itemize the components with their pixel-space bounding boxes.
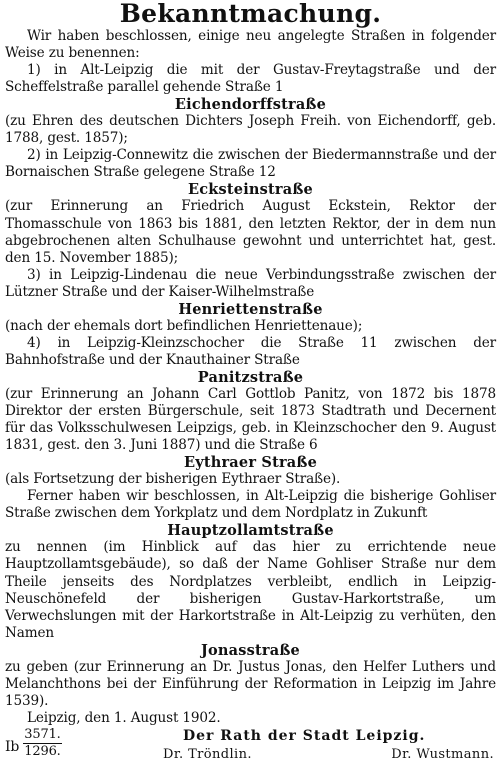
council-name: Der Rath der Stadt Leipzig.	[183, 727, 426, 744]
reference-numerator: 3571.	[24, 726, 61, 742]
signer-2: Dr. Wustmann.	[391, 746, 494, 762]
item-3-note: (nach der ehemals dort befindlichen Henriettenaue);	[5, 317, 363, 334]
announcement-title: Bekanntmachung.	[119, 0, 382, 28]
last-street-name: Jonasstraße	[201, 641, 300, 659]
signatories	[125, 727, 496, 765]
place-date-text: Leipzig, den 1. August 1902.	[27, 709, 221, 726]
item-2-street-name: Ecksteinstraße	[187, 181, 313, 199]
intro-paragraph: Wir haben beschlossen, einige neu angelegte Straßen in folgender Weise zu benennen:	[5, 28, 496, 62]
last-note: zu geben (zur Erinnerung an Dr. Justus Jonas, den Helfer Luthers und Melanchthons bei der Einführung der Reformation in Leipzig im Jahre 1539).	[5, 658, 496, 709]
item-1-text: 1) in Alt-Leipzig die mit der Gustav-Freytagstraße und der Scheffelstraße parallel gehende Straße 1	[5, 62, 496, 96]
reference-denominator: 1296.	[24, 743, 61, 759]
reference-prefix: Ib	[5, 738, 20, 755]
item-4-street-name-2: Eythraer Straße	[183, 454, 318, 472]
item-1-note: (zu Ehren des deutschen Dichters Joseph Freih. von Eichendorff, geb. 1788, gest. 1857);	[5, 113, 496, 147]
reference-fraction	[23, 727, 61, 760]
item-2-text: 2) in Leipzig-Connewitz die zwischen der Biedermannstraße und der Bornaischen Straße gelegene Straße 12	[5, 147, 496, 181]
item-4-street-name: Panitzstraße	[197, 368, 304, 386]
signer-1: Dr. Tröndlin.	[163, 746, 252, 762]
item-2-note: (zur Erinnerung an Friedrich August Eckstein, Rektor der Thomasschule von 1863 bis 1881, den letzten Rektor, der in dem nun abgebrochenen alten Schulhause gewohnt und unterrichtet hat, gest. den 15. November 1885);	[5, 198, 496, 266]
reference-number	[5, 727, 125, 760]
item-4-note-2: (als Fortsetzung der bisherigen Eythraer Straße).	[5, 471, 341, 488]
item-3-street-name: Henriettenstraße	[178, 300, 323, 318]
signer-names	[125, 745, 496, 765]
further-street-name: Hauptzollamtstraße	[167, 522, 334, 540]
place-date	[5, 710, 496, 727]
item-4-note: (zur Erinnerung an Johann Carl Gottlob Panitz, von 1872 bis 1878 Direktor der ersten Bürgerschule, seit 1873 Stadtrath und Decernent für das Volksschulwesen Leipzigs, geb. in Kleinzschocher den 9. August 1831, gest. den 3. Juni 1887) und die Straße 6	[5, 385, 496, 454]
item-4-text: 4) in Leipzig-Kleinzschocher die Straße 11 zwischen der Bahnhofstraße und der Knauthainer Straße	[5, 334, 496, 368]
announcement-body	[5, 28, 496, 767]
signature-block	[5, 727, 496, 767]
further-paragraph: Ferner haben wir beschlossen, in Alt-Leipzig die bisherige Gohliser Straße zwischen dem Yorkplatz und dem Nordplatz in Zukunft	[5, 488, 496, 522]
further-note: zu nennen (im Hinblick auf das hier zu errichtende neue Hauptzollamtsgebäude), so daß der Name Gohliser Straße nur dem Theile jenseits des Nordplatzes verbleibt, endlich in Leipzig-Neuschönefeld der bisherigen Gustav-Harkortstraße, um Verwechslungen mit der Harkortstraße in Alt-Leipzig zu verhüten, den Namen	[5, 539, 496, 641]
item-1-street-name: Eichendorffstraße	[174, 96, 327, 114]
item-3-text: 3) in Leipzig-Lindenau die neue Verbindungsstraße zwischen der Lützner Straße und der Kaiser-Wilhelmstraße	[5, 266, 496, 300]
